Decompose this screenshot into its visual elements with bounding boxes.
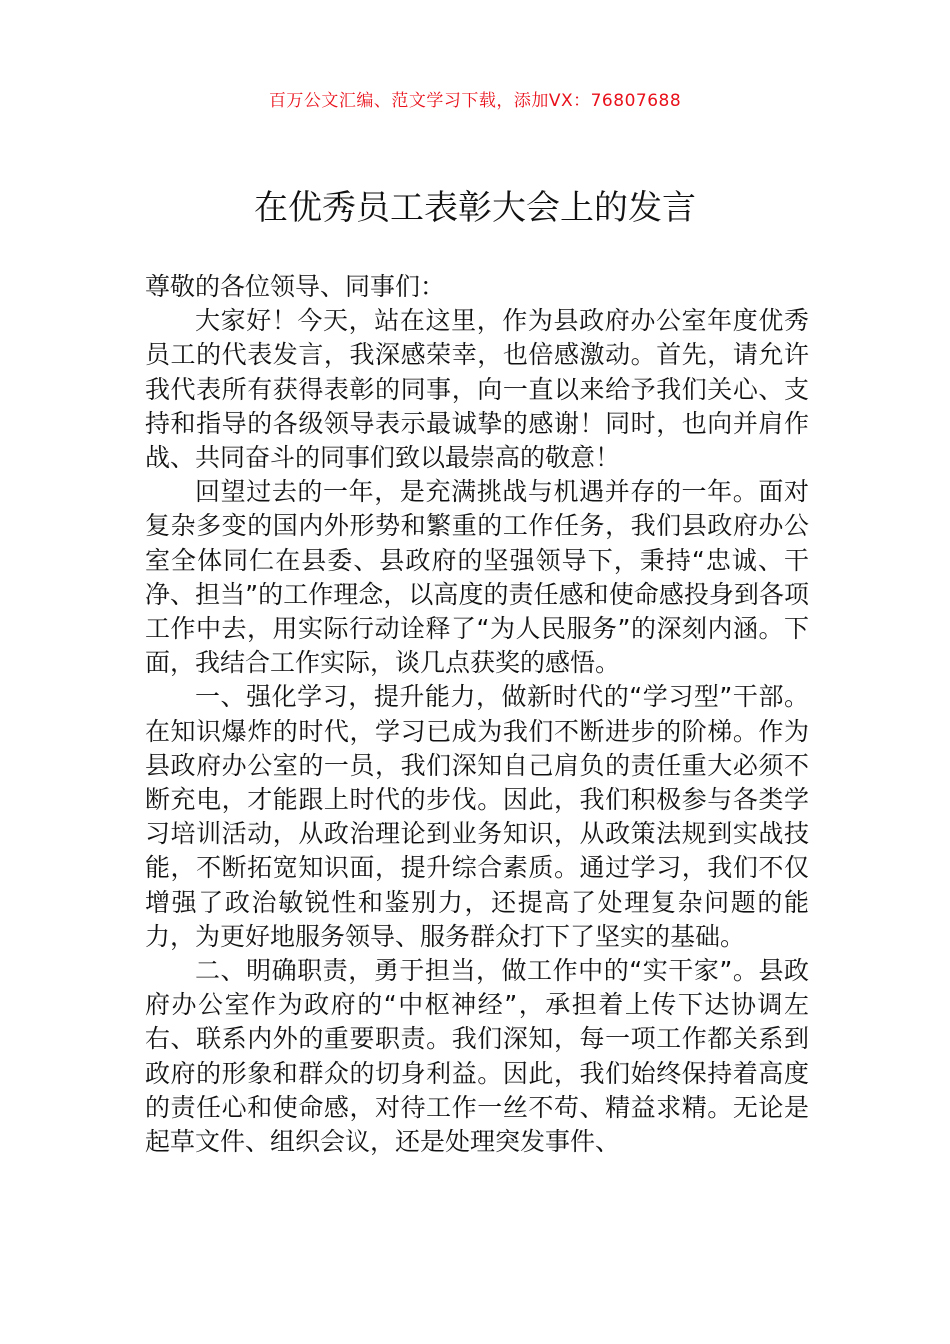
section-body: 县政府办公室作为政府的“中枢神经”，承担着上传下达协调左右、联系内外的重要职责。我们深知，每一项工作都关系到政府的形象和群众的切身利益。因此，我们始终保持着高度的责任心和使命感，对待工作一丝不苟、精益求精。无论是起草文件、组织会议，还是处理突发事件、 — [145, 956, 809, 1157]
header-note: 百万公文汇编、范文学习下载，添加VX：76807688 — [268, 91, 682, 111]
section-body: 在知识爆炸的时代，学习已成为我们不断进步的阶梯。作为县政府办公室的一员，我们深知自己肩负的责任重大必须不断充电，才能跟上时代的步伐。因此，我们积极参与各类学习培训活动，从政治理论到业务知识，从政策法规到实战技能，不断拓宽知识面，提升综合素质。通过学习，我们不仅增强了政治敏锐性和鉴别力，还提高了处理复杂问题的能力，为更好地服务领导、服务群众打下了坚实的基础。 — [145, 716, 809, 951]
salutation: 尊敬的各位领导、同事们： — [145, 272, 446, 301]
document-title: 在优秀员工表彰大会上的发言 — [254, 188, 696, 228]
section-heading: 二、明确职责，勇于担当，做工作中的“实干家”。 — [195, 956, 759, 986]
section-responsibility — [145, 954, 809, 1159]
paragraph-greeting: 大家好！今天，站在这里，作为县政府办公室年度优秀员工的代表发言，我深感荣幸，也倍感激动。首先，请允许我代表所有获得表彰的同事，向一直以来给予我们关心、支持和指导的各级领导表示最诚挚的感谢！同时，也向并肩作战、共同奋斗的同事们致以最崇高的敬意！ — [145, 306, 809, 473]
section-learning — [145, 680, 809, 954]
paragraph-review: 回望过去的一年，是充满挑战与机遇并存的一年。面对复杂多变的国内外形势和繁重的工作任务，我们县政府办公室全体同仁在县委、县政府的坚强领导下，秉持“忠诚、干净、担当”的工作理念，以高度的责任感和使命感投身到各项工作中去，用实际行动诠释了“为人民服务”的深刻内涵。下面，我结合工作实际，谈几点获奖的感悟。 — [145, 477, 809, 678]
document-body — [145, 270, 809, 1159]
section-heading: 一、强化学习，提升能力，做新时代的“学习型”干部。 — [195, 682, 809, 712]
